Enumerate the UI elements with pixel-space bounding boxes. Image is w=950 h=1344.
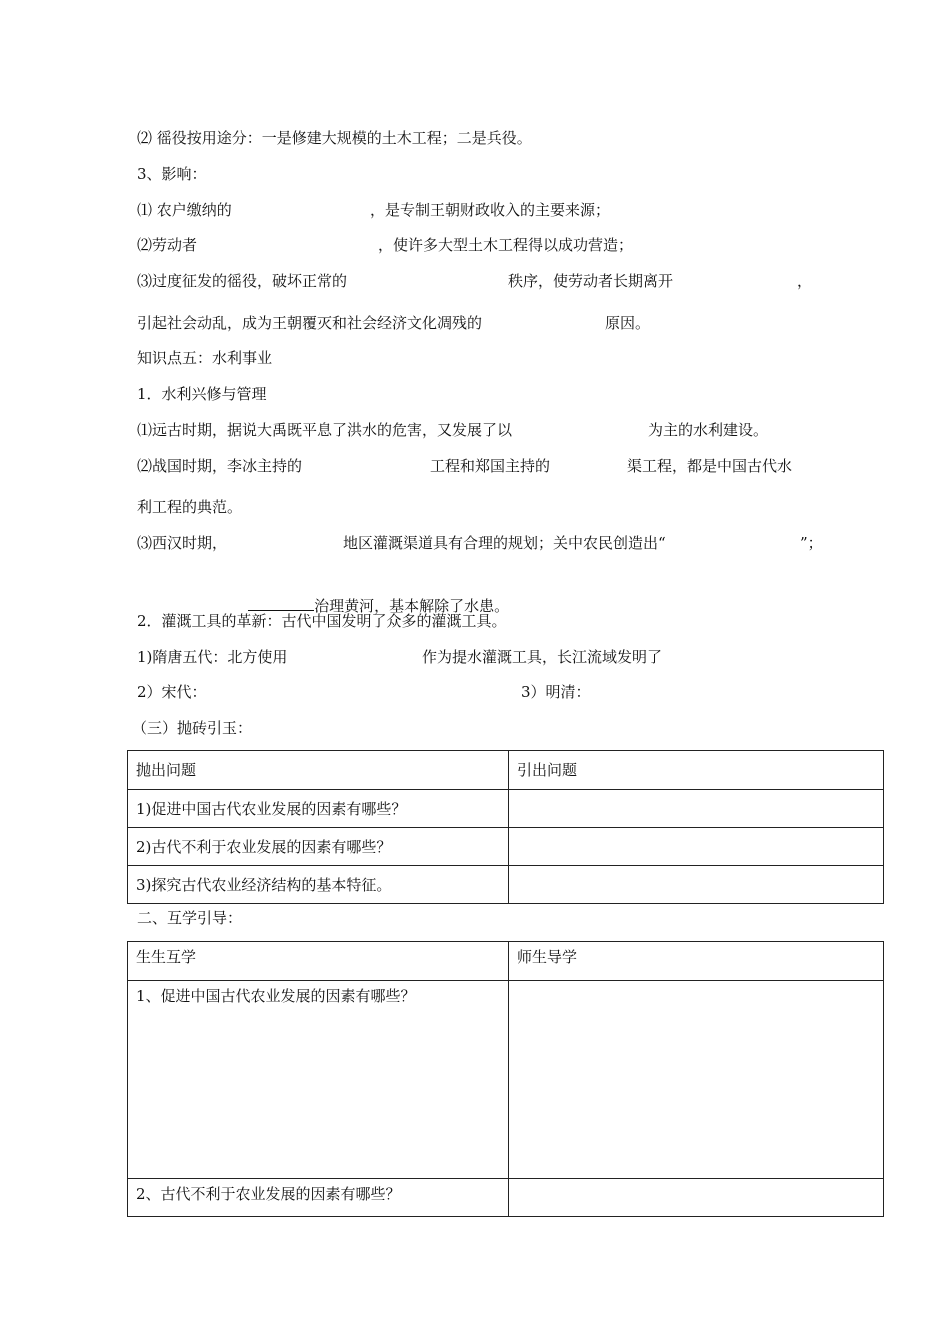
text-line-fill-5b: 为主的水利建设。: [648, 421, 769, 439]
mutual-learning-table: [127, 941, 884, 1217]
text-line-ming-qing: 3）明清：: [521, 683, 591, 701]
subheading-irrigation-tools: 2．灌溉工具的革新：古代中国发明了众多的灌溉工具。: [137, 612, 507, 630]
question-table: [127, 750, 884, 904]
text-line-fill-3a: ⑶过度征发的徭役，破坏正常的: [137, 272, 348, 290]
text-line-continued: 利工程的典范。: [137, 498, 243, 516]
section-heading-mutual-learning: 二、互学引导：: [137, 909, 243, 927]
text-line-fill-8a: 1)隋唐五代：北方使用: [137, 648, 288, 666]
table-row: [128, 828, 884, 866]
text-line-fill-1a: ⑴ 农户缴纳的: [137, 201, 232, 219]
table-cell-answer[interactable]: [509, 981, 884, 1179]
text-line-fill-4b: 原因。: [605, 314, 651, 332]
text-line-fill-3b: 秩序，使劳动者长期离开: [508, 272, 674, 290]
table-cell-answer[interactable]: [509, 866, 884, 904]
table-cell-answer[interactable]: [509, 828, 884, 866]
table-cell-answer[interactable]: [509, 1179, 884, 1217]
answer-blank-line: [248, 595, 314, 611]
text-line-fill-8b: 作为提水灌溉工具，长江流域发明了: [422, 648, 663, 666]
text-line-fill-4a: 引起社会动乱，成为王朝覆灭和社会经济文化凋残的: [137, 314, 483, 332]
table-header-cell-right: 师生导学: [509, 942, 884, 981]
table-cell-question: 2、古代不利于农业发展的因素有哪些？: [128, 1179, 509, 1217]
text-line-fill-6c: 渠工程，都是中国古代水: [627, 457, 793, 475]
text-line-influence-heading: 3、影响：: [137, 165, 207, 183]
text-line-fill-2a: ⑵劳动者: [137, 236, 198, 254]
text-line-corvee-use: ⑵ 徭役按用途分：一是修建大规模的土木工程；二是兵役。: [137, 129, 532, 147]
table-cell-answer[interactable]: [509, 790, 884, 828]
table-row: [128, 1179, 884, 1217]
text-line-yellow-river-text: 治理黄河，基本解除了水患。: [314, 597, 510, 615]
table-header-row: [128, 751, 884, 790]
table-row: [128, 790, 884, 828]
table-row: [128, 866, 884, 904]
table-header-cell-right: 引出问题: [509, 751, 884, 790]
section-heading-part-three: （三）抛砖引玉：: [132, 719, 253, 737]
text-line-fill-5a: ⑴远古时期，据说大禹既平息了洪水的危害，又发展了以: [137, 421, 513, 439]
table-cell-question: 3)探究古代农业经济结构的基本特征。: [128, 866, 509, 904]
text-line-fill-7b: 地区灌溉渠道具有合理的规划；关中农民创造出“: [343, 534, 666, 552]
table-row: [128, 981, 884, 1179]
text-line-fill-7c: ”；: [800, 534, 823, 552]
table-cell-question: 1、促进中国古代农业发展的因素有哪些？: [128, 981, 509, 1179]
table-header-cell-left: 抛出问题: [128, 751, 509, 790]
text-line-fill-6a: ⑵战国时期，李冰主持的: [137, 457, 303, 475]
text-line-fill-7a: ⑶西汉时期，: [137, 534, 228, 552]
text-line-fill-2b: ，使许多大型土木工程得以成功营造；: [378, 236, 634, 254]
text-line-fill-6b: 工程和郑国主持的: [430, 457, 551, 475]
subheading-water-management: 1．水利兴修与管理: [137, 385, 267, 403]
text-line-song: 2）宋代：: [137, 683, 207, 701]
table-cell-question: 2)古代不利于农业发展的因素有哪些？: [128, 828, 509, 866]
text-line-fill-1b: ，是专制王朝财政收入的主要来源；: [370, 201, 611, 219]
table-header-cell-left: 生生互学: [128, 942, 509, 981]
table-cell-question: 1)促进中国古代农业发展的因素有哪些？: [128, 790, 509, 828]
text-line-fill-3c: ，: [797, 272, 813, 290]
table-header-row: [128, 942, 884, 981]
section-heading-water: 知识点五：水利事业: [137, 349, 273, 367]
